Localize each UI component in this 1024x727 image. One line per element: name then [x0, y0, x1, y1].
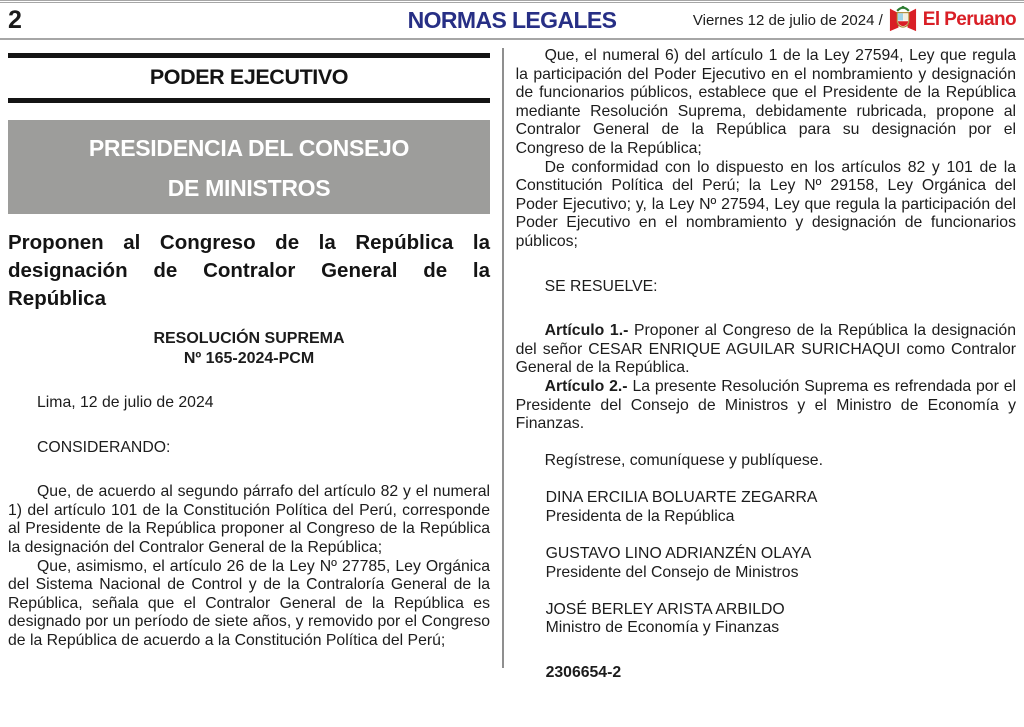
page-header: [0, 0, 1024, 40]
article-1-paragraph: [516, 322, 1016, 378]
page-number: 2: [8, 5, 21, 34]
resolve-label: SE RESUELVE:: [544, 277, 658, 295]
resolution-heading-line2: Nº 165-2024-PCM: [183, 349, 315, 367]
article-2-text: La presente Resolución Suprema es refrendada por el Presidente del Consejo de Ministros y el Ministro de Economía y Finanzas.: [515, 377, 1016, 433]
article-1-text: Proponer al Congreso de la República la designación del señor CESAR ENRIQUE AGUILAR SURICHAQUI como Contralor General de la República.: [515, 322, 1016, 377]
body-paragraph: Que, de acuerdo al segundo párrafo del artículo 82 y el numeral 1) del artículo 101 de la Constitución Política del Perú, corresponde al Presidente de la República proponer al Congreso de la República la designación del Contralor General de la República;: [8, 483, 490, 556]
entity-header-line2: DE MINISTROS: [167, 175, 331, 201]
resolution-heading-line1: RESOLUCIÓN SUPREMA: [153, 330, 345, 347]
section-header-poder-ejecutivo: [8, 53, 490, 103]
entity-header-box: [8, 120, 490, 214]
article-1-label: Artículo 1.-: [544, 322, 629, 340]
signatory-title: Presidenta de la República: [545, 507, 735, 525]
signatory-title: Ministro de Economía y Finanzas: [545, 619, 780, 637]
signatory-name: DINA ERCILIA BOLUARTE ZEGARRA: [545, 489, 818, 507]
left-column: [8, 45, 490, 682]
header-bottom-rule: [0, 38, 1024, 41]
body-paragraph: Que, el numeral 6) del artículo 1 de la Ley 27594, Ley que regula la participación del Poder Ejecutivo en el nombramiento y designación de funcionarios públicos, establece que el Presidente de la República mediante Resolución Suprema, debidamente rubricada, propone al Contralor General de la República para su designación por el Congreso de la República;: [515, 47, 1016, 157]
signatory-block: [546, 489, 1016, 526]
entity-header-line1: PRESIDENCIA DEL CONSEJO: [88, 135, 410, 161]
body-paragraph: De conformidad con lo dispuesto en los artículos 82 y 101 de la Constitución Política del Perú; la Ley Nº 29158, Ley Orgánica del Poder Ejecutivo; y, la Ley Nº 27594, Ley que regula la participación del Poder Ejecutivo en el nombramiento y designación de funcionarios públicos;: [515, 158, 1016, 250]
article-2-label: Artículo 2.-: [544, 377, 628, 395]
brand-el-peruano: El Peruano: [922, 9, 1016, 30]
publication-code: 2306654-2: [545, 663, 622, 681]
banner-bottom-rule: [8, 98, 490, 103]
header-date-group: [693, 5, 1016, 36]
header-date: Viernes 12 de julio de 2024 /: [692, 11, 883, 29]
header-band: [0, 3, 1024, 38]
closing-formula: Regístrese, comuníquese y publíquese.: [544, 452, 823, 470]
signatory-block: [546, 545, 1016, 582]
considering-label: CONSIDERANDO:: [37, 438, 171, 456]
article-2-paragraph: [516, 378, 1016, 434]
signatory-title: Presidente del Consejo de Ministros: [545, 563, 799, 581]
article-title: Proponen al Congreso de la República la designación de Contralor General de la República: [8, 231, 490, 310]
dateline: Lima, 12 de julio de 2024: [37, 394, 214, 411]
content-columns: [0, 45, 1024, 682]
peru-coat-of-arms-icon: [888, 5, 918, 36]
signatory-name: JOSÉ BERLEY ARISTA ARBILDO: [545, 600, 785, 618]
body-paragraph: Que, asimismo, el artículo 26 de la Ley Nº 27785, Ley Orgánica del Sistema Nacional de Control y de la Contraloría General de la República, señala que el Contralor General de la República es designado por un período de siete años, y removido por el Congreso de la República de acuerdo a la Constitución Política del Perú;: [8, 557, 490, 649]
signatory-block: [546, 601, 1016, 638]
right-column: [516, 45, 1016, 682]
signatory-name: GUSTAVO LINO ADRIANZÉN OLAYA: [545, 544, 812, 562]
section-masthead: NORMAS LEGALES: [407, 6, 617, 33]
resolution-heading: [8, 329, 490, 368]
column-divider: [502, 48, 504, 668]
section-header-label: PODER EJECUTIVO: [149, 65, 349, 89]
